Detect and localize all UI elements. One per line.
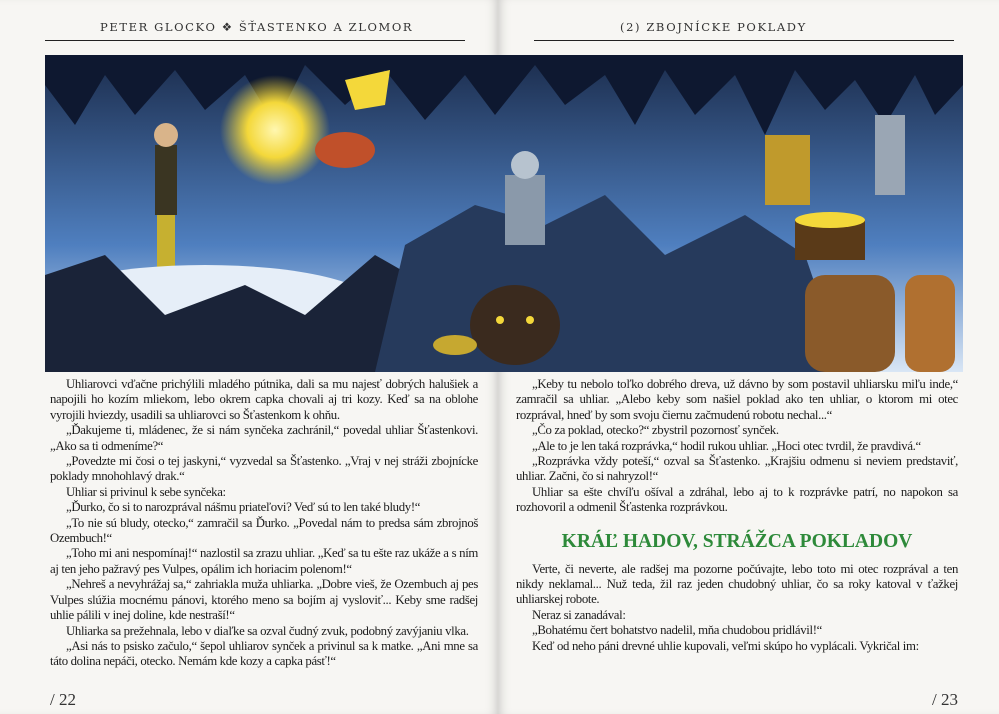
right-body-text <box>516 377 958 516</box>
paragraph: „Rozprávka vždy poteší,“ ozval sa Šťastenko. „Krajšiu odmenu si neviem predstaviť, uhliar. Začni, čo si nahryzol!“ <box>516 454 958 484</box>
paragraph: Uhliarovci vďačne prichýlili mladého pútnika, dali sa mu najesť dobrých halušiek a napojili ho kozím mliekom, lebo okrem capka chovali aj tri kozy. Keď sa na oblohe vyrojili hviezdy, usadili sa uhliarovci so Šťastenkom k ohňu. <box>50 377 478 422</box>
left-text-column <box>50 377 478 710</box>
paragraph: Verte, či neverte, ale radšej ma pozorne počúvajte, lebo toto mi otec rozprával a ten nikdy neklamal... Nuž teda, žil raz jeden chudobný uhliar, čo sa roky katoval v ťažkej uhliarskej robote. <box>516 561 958 607</box>
paragraph: „Ďurko, čo si to narozprával nášmu priateľovi? Veď sú to len také bludy!“ <box>66 500 421 515</box>
paragraph: „Bohatému čert bohatstvo nadelil, mňa chudobou pridlávil!“ <box>532 623 822 638</box>
paragraph: „Povedzte mi čosi o tej jaskyni,“ vyzvedal sa Šťastenko. „Vraj v nej stráži zbojnícke poklady mnohohlavý drak.“ <box>50 454 478 484</box>
paragraph: Uhliar si privinul k sebe synčeka: <box>66 484 226 499</box>
paragraph: Keď od neho páni drevné uhlie kupovali, veľmi skúpo ho vyplácali. Vykričal im: <box>532 638 919 653</box>
paragraph: „To nie sú bludy, otecko,“ zamračil sa Ďurko. „Povedal nám to predsa sám zbrojnoš Ozembuch!“ <box>50 515 478 546</box>
cave-scene-image <box>45 55 963 372</box>
page-number-left: / 22 <box>50 690 76 709</box>
paragraph: „Keby tu nebolo toľko dobrého dreva, už dávno by som postavil uhliarsku miľu inde,“ zamračil sa uhliar. „Alebo keby som našiel poklad ako ten uhliar, o ktorom mi otec rozprával, hneď by som svoju čiernu začmudenú robotu nechal...“ <box>516 377 958 422</box>
paragraph: „Ďakujeme ti, mládenec, že si nám synčeka zachránil,“ povedal uhliar Šťastenkovi. „Ako sa ti odmeníme?“ <box>50 423 478 453</box>
paragraph: „Asi nás to psisko začulo,“ šepol uhliarov synček a privinul sa k matke. „Ani mne sa táto dolina nepáči, otecko. Nemám kde kozy a capka pásť!“ <box>50 638 478 669</box>
paragraph: Uhliarka sa prežehnala, lebo v diaľke sa ozval čudný zvuk, podobný zavýjaniu vlka. <box>66 623 469 638</box>
paragraph: „Toho mi ani nespomínaj!“ nazlostil sa zrazu uhliar. „Keď sa tu ešte raz ukáže a s ním aj ten jeho pažravý pes Vulpes, opálim ich horiacim polenom!“ <box>50 546 478 576</box>
running-head-right: (2) ZBOJNÍCKE POKLADY <box>620 20 807 34</box>
paragraph: „Ale to je len taká rozprávka,“ hodil rukou uhliar. „Hoci otec tvrdil, že pravdivá.“ <box>532 438 921 453</box>
chapter-heading: KRÁĽ HADOV, STRÁŽCA POKLADOV <box>561 530 913 552</box>
left-body-text <box>50 377 478 670</box>
paragraph: „Nehreš a nevyhrážaj sa,“ zahriakla muža uhliarka. „Dobre vieš, že Ozembuch aj pes Vulpes slúžia mocnému pánovi, ktorého meno sa bojím aj vysloviť... Keby sme radšej uhlie pálili v inej doline, kde nestraší!“ <box>50 577 478 623</box>
header-rule <box>45 40 465 41</box>
paragraph: Uhliar sa ešte chvíľu ošíval a zdráhal, lebo aj to k rozprávke patrí, no napokon sa rozhovoril a odmenil Šťastenka rozprávkou. <box>516 484 958 515</box>
header-rule <box>534 40 954 41</box>
paragraph: „Čo za poklad, otecko?“ zbystril pozornosť synček. <box>532 423 779 438</box>
page-number-right: / 23 <box>932 690 958 709</box>
cave-illustration <box>45 55 963 372</box>
paragraph: Neraz si zanadával: <box>532 607 626 622</box>
chapter-body-text <box>516 562 958 654</box>
running-head-left: PETER GLOCKO ❖ ŠŤASTENKO A ZLOMOR <box>100 20 414 34</box>
right-text-column <box>516 377 958 710</box>
